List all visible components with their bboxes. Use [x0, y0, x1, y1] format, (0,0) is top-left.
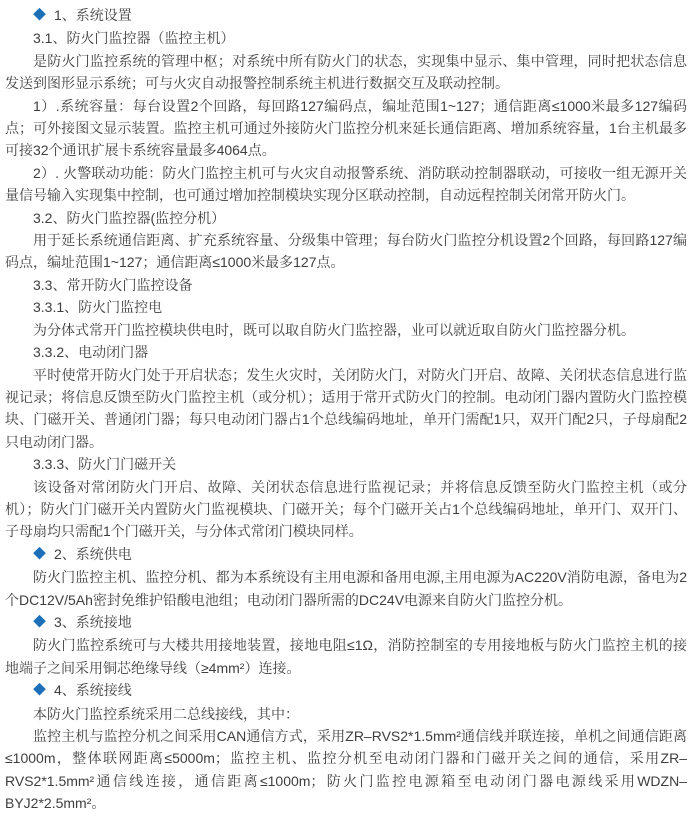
- heading-3-3-3: 3.3.3、防火门门磁开关: [33, 456, 177, 473]
- paragraph-grounding: 防火门监控系统可与大楼共用接地装置，接地电阻≤1Ω，消防控制室的专用接地板与防火门监控主机的接地端子之间采用铜芯绝缘导线（≥4mm²）连接。: [5, 637, 687, 676]
- section-title: 4、系统接线: [54, 682, 132, 699]
- paragraph-monitor-host-intro: 是防火门监控系统的管理中枢；对系统中所有防火门的状态，实现集中显示、集中管理，同时把状态信息发送到图形显示系统；可与火灾自动报警控制系统主机进行数据交互及联动控制。: [5, 52, 687, 92]
- paragraph-system-capacity: 1）.系统容量：每台设置2个回路，每回路127编码点，编址范围1~127；通信距离≤1000米最多127编码点；可外接图文显示装置。监控主机可通过外接防火门监控分机来延长通信距离、增加系统容量，1台主机最多可接32个通讯扩展卡系统容量最多4064点。: [5, 97, 687, 159]
- diamond-bullet-icon: ◆: [33, 545, 47, 561]
- section-heading-wiring: [5, 679, 687, 702]
- section-heading-grounding: [5, 611, 687, 634]
- section-title: 3、系统接地: [54, 613, 132, 630]
- paragraph-fire-alarm-linkage: 2）. 火警联动功能：防火门监控主机可与火灾自动报警系统、消防联动控制器联动，可接收一组无源开关量信号输入实现集中控制，也可通过增加控制模块实现分区联动控制，自动远程控制关闭常开防火门。: [5, 164, 687, 204]
- paragraph-wiring-detail: 监控主机与监控分机之间采用CAN通信方式，采用ZR–RVS2*1.5mm²通信线并联连接，单机之间通信距离≤1000m，整体联网距离≤5000m；监控主机、监控分机至电动闭门器和门磁开关之间的通信，采用ZR–RVS2*1.5mm²通信线连接，通信距离≤1000m；防火门监控电源箱至电动闭门器电源线采用WDZN–BYJ2*2.5mm²。: [5, 728, 687, 812]
- paragraph-wiring-intro: 本防火门监控系统采用二总线接线，其中：: [33, 705, 299, 722]
- section-heading-power-supply: [5, 543, 687, 566]
- heading-3-3-1: 3.3.1、防火门监控电: [33, 299, 163, 316]
- paragraph-magnetic-switch: 该设备对常闭防火门开启、故障、关闭状态信息进行监视记录；并将信息反馈至防火门监控主机（或分机）；防火门门磁开关内置防火门监视模块、门磁开关；每个门磁开关占1个总线编码地址，单开门、双开门、子母扇均只需配1个门磁开关，与分体式常闭门模块同样。: [5, 478, 687, 540]
- section-title: 1、系统设置: [54, 7, 132, 23]
- paragraph-electric-door-closer: 平时使常开防火门处于开启状态；发生火灾时，关闭防火门，对防火门开启、故障、关闭状态信息进行监视记录；将信息反馈至防火门监控主机（或分机）；适用于常开式防火门的控制。电动闭门器内置防火门监控模块、门磁开关、普通闭门器；每只电动闭门器占1个总线编码地址，单开门需配1只，双开门配2只，子母扇配2只电动闭门器。: [5, 366, 687, 450]
- section-title: 2、系统供电: [54, 545, 132, 562]
- diamond-bullet-icon: ◆: [33, 682, 47, 698]
- heading-3-2: 3.2、防火门监控器(监控分机）: [33, 209, 226, 226]
- paragraph-extension-unit: 用于延长系统通信距离、扩充系统容量、分级集中管理；每台防火门监控分机设置2个回路，每回路127编码点，编址范围1~127；通信距离≤1000米最多127点。: [5, 232, 687, 271]
- section-heading-system-setup: [5, 4, 687, 27]
- heading-3-3: 3.3、常开防火门监控设备: [33, 276, 193, 293]
- diamond-bullet-icon: ◆: [33, 613, 47, 629]
- heading-3-1: 3.1、防火门监控器（监控主机）: [33, 30, 235, 47]
- paragraph-power-supply: 防火门监控主机、监控分机、都为本系统设有主用电源和备用电源,主用电源为AC220V消防电源，备电为2个DC12V/5Ah密封免维护铅酸电池组；电动闭门器所需的DC24V电源来自防火门监控分机。: [5, 569, 687, 608]
- diamond-bullet-icon: ◆: [33, 7, 47, 22]
- heading-3-3-2: 3.3.2、电动闭门器: [33, 344, 149, 361]
- paragraph-monitor-power: 为分体式常开门监控模块供电时，既可以取自防火门监控器，业可以就近取自防火门监控器分机。: [33, 321, 635, 338]
